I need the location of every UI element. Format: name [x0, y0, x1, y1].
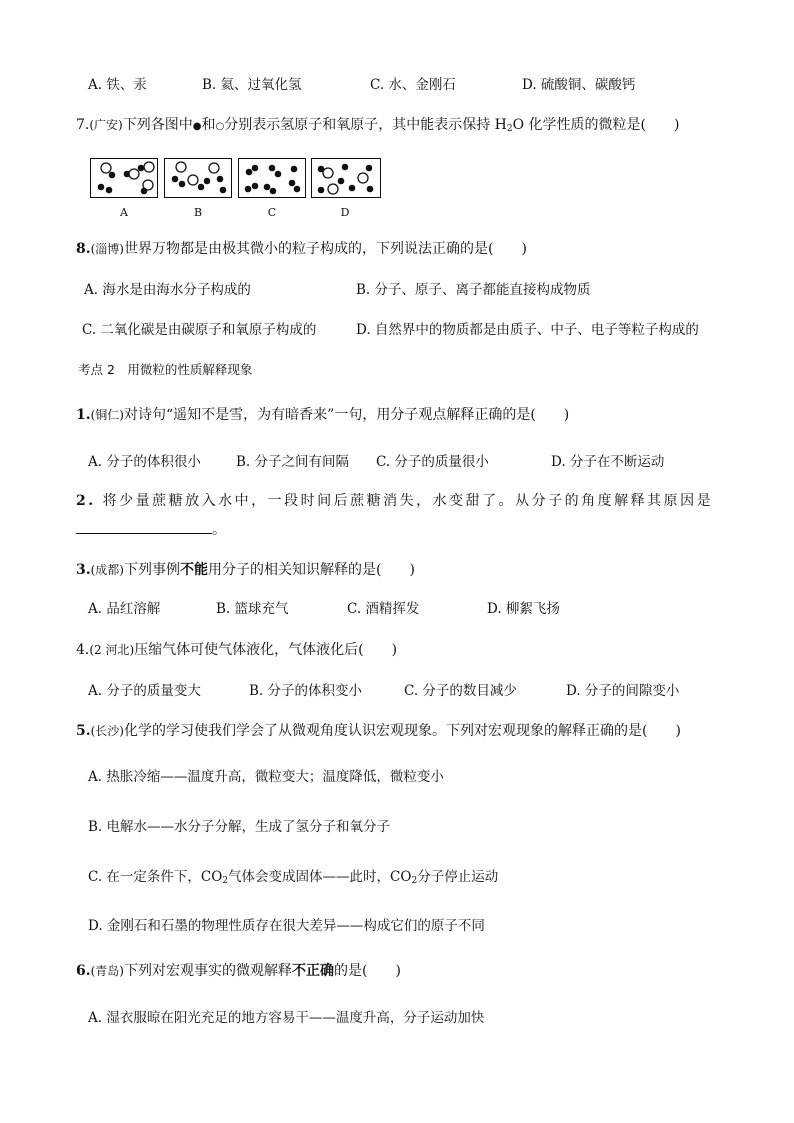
s2q5-option-c-post: 分子停止运动 — [417, 869, 499, 885]
s2q5-text: 化学的学习使我们学会了从微观角度认识宏观现象。下列对宏观现象的解释正确的是( ) — [124, 723, 681, 739]
s2q2-stem — [76, 492, 713, 510]
s2q5-option-c — [88, 868, 498, 890]
q8-number: 8. — [76, 241, 91, 257]
s2q3-source: (成都) — [90, 563, 124, 577]
s2q1-number: 1. — [76, 407, 91, 423]
s2q3-option-d: D. 柳絮飞扬 — [487, 601, 560, 617]
q8-option-a: A. 海水是由海水分子构成的 — [84, 282, 251, 298]
s2q1-option-d: D. 分子在不断运动 — [551, 454, 665, 470]
particle-box-b — [164, 158, 232, 198]
s2q4-option-a: A. 分子的质量变大 — [88, 683, 201, 699]
q6-option-c: C. 水、金刚石 — [370, 77, 456, 93]
s2q6-emphasis: 不正确 — [292, 963, 334, 979]
s2q5-option-c-mid: 气体会变成固体——此时，CO — [228, 869, 412, 885]
q6-option-a: A. 铁、汞 — [88, 77, 147, 93]
s2q5-option-c-pre: C. 在一定条件下，CO — [88, 869, 223, 885]
q8-option-b: B. 分子、原子、离子都能直接构成物质 — [356, 282, 591, 298]
s2q6-source: (青岛) — [90, 964, 124, 978]
answer-blank[interactable] — [76, 521, 212, 534]
particle-box-c — [238, 158, 306, 198]
q8-option-c: C. 二氧化碳是由碳原子和氧原子构成的 — [82, 322, 317, 338]
diagram-label-d: D — [340, 206, 350, 219]
diagram-label-c: C — [267, 206, 277, 219]
s2q4-stem — [76, 641, 397, 659]
s2q1-option-c: C. 分子的质量很小 — [376, 454, 489, 470]
s2q6-number: 6. — [76, 963, 91, 979]
q7-subscript: 2 — [506, 124, 513, 134]
s2q5-option-b: B. 电解水——水分子分解，生成了氢分子和氧分子 — [88, 819, 391, 835]
s2q1-option-a: A. 分子的体积很小 — [88, 454, 201, 470]
section-heading: 考点 2 用微粒的性质解释现象 — [78, 362, 253, 377]
particle-box-d — [311, 158, 381, 198]
s2q2-number: 2. — [76, 493, 96, 509]
s2q6-stem — [76, 962, 401, 980]
q6-option-b: B. 氦、过氧化氢 — [202, 77, 302, 93]
q7-text-mid2: 分别表示氢原子和氧原子，其中能表示保持 H — [224, 117, 507, 133]
s2q6-text-post: 的是( ) — [334, 963, 401, 979]
q7-text-mid1: 和 — [201, 117, 216, 133]
s2q4-text: 压缩气体可使气体液化，气体液化后( ) — [134, 642, 398, 658]
s2q6-text-pre: 下列对宏观事实的微观解释 — [124, 963, 292, 979]
q7-stem — [76, 116, 679, 138]
filled-circle-icon: ● — [192, 121, 202, 132]
q8-source: (淄博) — [90, 242, 124, 256]
co2-subscript: 2 — [411, 876, 418, 886]
s2q1-source: (铜仁) — [90, 408, 124, 422]
q7-number: 7. — [76, 117, 90, 133]
q7-text-pre: 下列各图中 — [122, 117, 193, 133]
s2q4-source: (2 河北) — [89, 643, 135, 657]
s2q3-stem — [76, 561, 415, 579]
q6-option-d: D. 硫酸铜、碳酸钙 — [522, 77, 636, 93]
s2q3-emphasis: 不能 — [180, 562, 208, 578]
s2q5-option-d: D. 金刚石和石墨的物理性质存在很大差异——构成它们的原子不同 — [88, 918, 485, 934]
s2q2-answer-line — [76, 521, 226, 539]
s2q2-end: 。 — [212, 522, 226, 538]
s2q3-option-c: C. 酒精挥发 — [347, 601, 420, 617]
q7-source: (广安) — [89, 118, 123, 132]
s2q5-source: (长沙) — [90, 724, 124, 738]
co2-subscript: 2 — [222, 876, 229, 886]
q8-stem — [76, 240, 527, 258]
s2q3-number: 3. — [76, 562, 91, 578]
q7-text-post: O 化学性质的微粒是( ) — [512, 117, 680, 133]
s2q3-text-post: 用分子的相关知识解释的是( ) — [208, 562, 415, 578]
diagram-label-a: A — [120, 206, 128, 219]
s2q1-text: 对诗句“遥知不是雪，为有暗香来”一句，用分子观点解释正确的是( ) — [124, 407, 570, 423]
s2q1-option-b: B. 分子之间有间隔 — [236, 454, 350, 470]
s2q1-stem — [76, 406, 569, 424]
s2q4-option-d: D. 分子的间隙变小 — [566, 683, 680, 699]
s2q4-number: 4. — [76, 642, 90, 658]
s2q3-option-a: A. 品红溶解 — [88, 601, 161, 617]
s2q5-option-a: A. 热胀冷缩——温度升高，微粒变大；温度降低，微粒变小 — [88, 769, 444, 785]
s2q4-option-c: C. 分子的数目减少 — [404, 683, 517, 699]
s2q5-stem — [76, 722, 681, 740]
s2q3-text-pre: 下列事例 — [124, 562, 180, 578]
diagram-label-b: B — [193, 206, 203, 219]
hollow-circle-icon: ○ — [215, 121, 225, 132]
particle-box-a — [90, 158, 158, 198]
s2q2-text: 将少量蔗糖放入水中，一段时间后蔗糖消失，水变甜了。从分子的角度解释其原因是 — [102, 493, 714, 509]
s2q6-option-a: A. 湿衣服晾在阳光充足的地方容易干——温度升高，分子运动加快 — [88, 1010, 485, 1026]
s2q3-option-b: B. 篮球充气 — [216, 601, 289, 617]
s2q5-number: 5. — [76, 723, 91, 739]
q8-option-d: D. 自然界中的物质都是由质子、中子、电子等粒子构成的 — [356, 322, 699, 338]
s2q4-option-b: B. 分子的体积变小 — [249, 683, 363, 699]
q8-text: 世界万物都是由极其微小的粒子构成的，下列说法正确的是( ) — [124, 241, 527, 257]
